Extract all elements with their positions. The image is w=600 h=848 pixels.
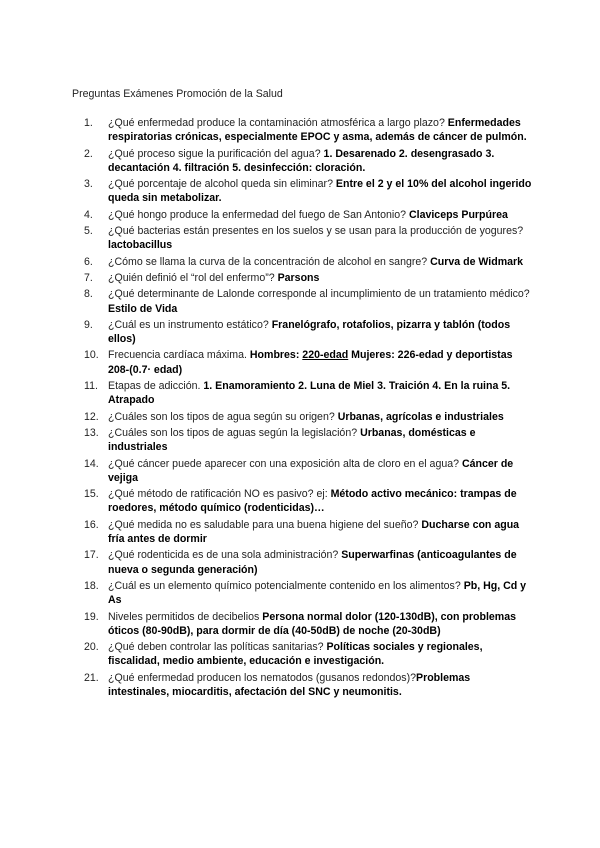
- question-text: ¿Cuál es un instrumento estático?: [108, 318, 272, 331]
- item-number: 14.: [84, 457, 99, 470]
- answer-text: 1. Desarenado 2. desengrasado 3. decantación 4. filtración 5. desinfección: cloración.: [108, 147, 495, 174]
- answer-text: Persona normal dolor (120-130dB), con problemas óticos (80-90dB), para dormir de día (40-50dB) de noche (20-30dB): [108, 610, 517, 637]
- answer-text: Parsons: [277, 271, 320, 284]
- question-text: ¿Cuáles son los tipos de aguas según la legislación?: [108, 426, 361, 439]
- answer-text: Políticas sociales y regionales, fiscalidad, medio ambiente, educación e investigación.: [108, 641, 483, 668]
- answer-text: Entre el 2 y el 10% del alcohol ingerido queda sin metabolizar.: [108, 178, 532, 205]
- answer-text: Pb, Hg, Cd y As: [108, 579, 527, 607]
- list-item: [72, 487, 532, 516]
- question-text: Niveles permitidos de decibelios: [108, 610, 263, 623]
- item-number: 7.: [84, 271, 93, 284]
- item-number: 6.: [84, 255, 93, 268]
- list-item: [72, 410, 532, 424]
- question-text: ¿Qué determinante de Lalonde corresponde al incumplimiento de un tratamiento médico?: [108, 288, 530, 301]
- question-text: ¿Quién definió el “rol del enfermo”?: [108, 271, 278, 284]
- list-item: [72, 287, 532, 316]
- list-item: [72, 457, 532, 486]
- item-number: 16.: [84, 518, 99, 531]
- answer-underlined-text: 220-edad: [302, 349, 349, 362]
- list-item: [72, 177, 532, 206]
- answer-text-continued: Mujeres: 226-edad y deportistas 208-(0.7· edad): [108, 349, 513, 376]
- item-number: 4.: [84, 208, 93, 221]
- list-item: [72, 271, 532, 285]
- answer-text: Problemas intestinales, miocarditis, afectación del SNC y neumonitis.: [108, 671, 471, 698]
- item-number: 9.: [84, 318, 93, 331]
- item-number: 21.: [84, 671, 99, 684]
- question-text: Frecuencia cardíaca máxima.: [108, 349, 250, 362]
- list-item: [72, 348, 532, 377]
- item-number: 5.: [84, 225, 93, 238]
- question-text: ¿Qué cáncer puede aparecer con una exposición alta de cloro en el agua?: [108, 457, 462, 470]
- answer-text: Estilo de Vida: [108, 302, 178, 315]
- question-text: ¿Cuáles son los tipos de agua según su origen?: [108, 410, 338, 423]
- question-text: ¿Qué medida no es saludable para una buena higiene del sueño?: [108, 518, 422, 531]
- item-number: 19.: [84, 610, 99, 623]
- list-item: [72, 147, 532, 176]
- list-item: [72, 671, 532, 700]
- item-number: 2.: [84, 147, 93, 160]
- question-text: ¿Qué deben controlar las políticas sanitarias?: [108, 641, 327, 654]
- list-item: [72, 579, 532, 608]
- page-title: Preguntas Exámenes Promoción de la Salud: [72, 88, 283, 100]
- list-item: [72, 518, 532, 547]
- list-item: [72, 208, 532, 222]
- list-item: [72, 610, 532, 639]
- list-item: [72, 318, 532, 347]
- list-item: [72, 640, 532, 669]
- answer-text: Urbanas, domésticas e industriales: [108, 426, 476, 454]
- question-text: ¿Qué porcentaje de alcohol queda sin eliminar?: [108, 178, 336, 191]
- answer-text: Enfermedades respiratorias crónicas, especialmente EPOC y asma, además de cáncer de pulmón.: [108, 117, 527, 144]
- list-item: [72, 116, 532, 145]
- question-text: ¿Qué enfermedad produce la contaminación atmosférica a largo plazo?: [108, 117, 448, 129]
- item-number: 8.: [84, 288, 93, 301]
- question-text: Etapas de adicción.: [108, 380, 204, 393]
- item-number: 18.: [84, 579, 99, 592]
- item-number: 3.: [84, 178, 93, 191]
- question-text: ¿Qué enfermedad producen los nematodos (gusanos redondos)?: [108, 671, 416, 684]
- question-text: ¿Qué bacterias están presentes en los suelos y se usan para la producción de yogures?: [108, 225, 524, 238]
- question-text: ¿Qué hongo produce la enfermedad del fuego de San Antonio?: [108, 208, 409, 221]
- item-number: 13.: [84, 426, 99, 439]
- item-number: 1.: [84, 117, 93, 129]
- answer-text: Método activo mecánico: trampas de roedores, método químico (rodenticidas)…: [108, 488, 517, 515]
- answer-text: Cáncer de vejiga: [108, 457, 514, 484]
- question-text: ¿Cuál es un elemento químico potencialmente contenido en los alimentos?: [108, 579, 464, 592]
- list-item: [72, 255, 532, 269]
- item-number: 15.: [84, 488, 99, 501]
- item-number: 17.: [84, 549, 99, 562]
- answer-text: Ducharse con agua fría antes de dormir: [108, 518, 520, 546]
- item-number: 11.: [84, 380, 98, 393]
- list-item: [72, 426, 532, 455]
- question-text: ¿Qué proceso sigue la purificación del agua?: [108, 147, 324, 160]
- list-item: [72, 379, 532, 408]
- question-text: ¿Cómo se llama la curva de la concentración de alcohol en sangre?: [108, 255, 431, 268]
- question-text: ¿Qué método de ratificación NO es pasivo? ej:: [108, 488, 331, 501]
- answer-text: 1. Enamoramiento 2. Luna de Miel 3. Traición 4. En la ruina 5. Atrapado: [108, 380, 511, 407]
- answer-text: Franelógrafo, rotafolios, pizarra y tablón (todos ellos): [108, 318, 511, 346]
- list-item: [72, 224, 532, 253]
- question-text: ¿Qué rodenticida es de una sola administración?: [108, 549, 342, 562]
- answer-text: Urbanas, agrícolas e industriales: [337, 410, 504, 423]
- item-number: 20.: [84, 641, 99, 654]
- item-number: 12.: [84, 410, 99, 423]
- question-list: [72, 116, 532, 701]
- answer-text: lactobacillus: [108, 239, 173, 252]
- answer-text: Curva de Widmark: [430, 255, 524, 268]
- answer-text: Superwarfinas (anticoagulantes de nueva o segunda generación): [108, 549, 517, 576]
- answer-text: Hombres:: [249, 349, 303, 362]
- answer-text: Claviceps Purpúrea: [408, 208, 508, 221]
- item-number: 10.: [84, 349, 99, 362]
- list-item: [72, 548, 532, 577]
